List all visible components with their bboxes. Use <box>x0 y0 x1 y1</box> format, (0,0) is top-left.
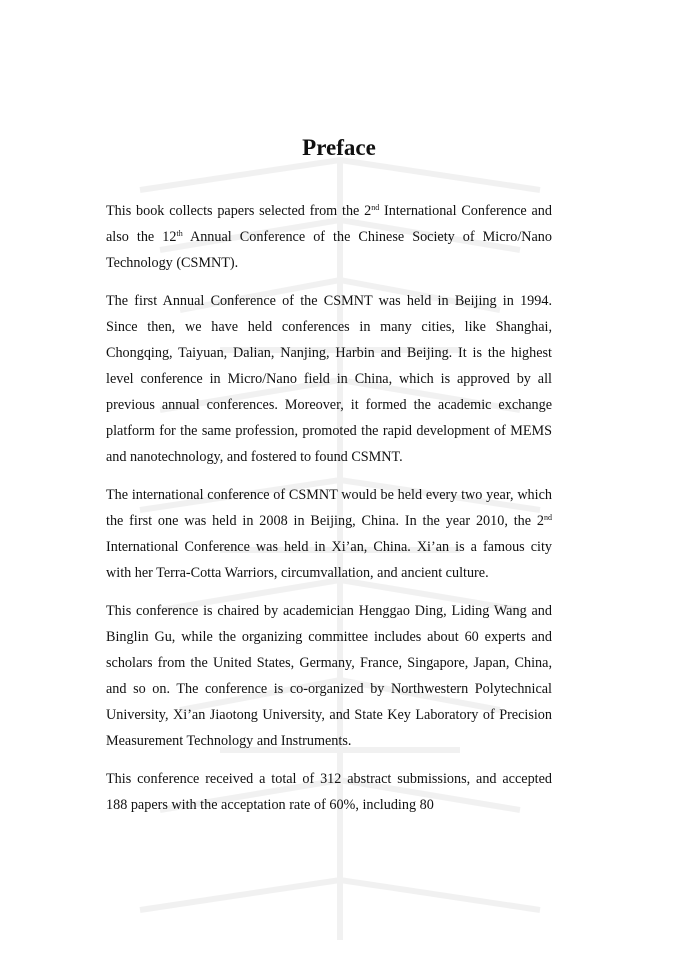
paragraph-organizers: This conference is chaired by academician Henggao Ding, Liding Wang and Binglin Gu, while the organizing committee includes about 60 experts and scholars from the United States, Germany, France, Singapore, Japan, China, and so on. The conference is co-organized by Northwestern Polytechnical University, Xi’an Jiaotong University, and State Key Laboratory of Precision Measurement Technology and Instruments. <box>106 603 552 749</box>
paragraph-international-part1: The international conference of CSMNT would be held every two year, which the first one was held in 2008 in Beijing, China. In the year 2010, the 2 <box>106 487 552 529</box>
paragraph-international <box>106 482 552 586</box>
paragraph-submissions: This conference received a total of 312 abstract submissions, and accepted 188 papers with the acceptation rate of 60%, including 80 <box>106 771 552 813</box>
paragraph-intro-part2: International Conference and also the 12 <box>106 203 552 245</box>
paragraph-intro-part1: This book collects papers selected from the 2 <box>106 203 372 219</box>
paragraph-intro <box>106 198 552 276</box>
paragraph-intro-part3: Annual Conference of the Chinese Society of Micro/Nano Technology (CSMNT). <box>106 229 552 271</box>
paragraph-history: The first Annual Conference of the CSMNT was held in Beijing in 1994. Since then, we have held conferences in many cities, like Shanghai, Chongqing, Taiyuan, Dalian, Nanjing, Harbin and Beijing. It is the highest level conference in Micro/Nano field in China, which is approved by all previous annual conferences. Moreover, it formed the academic exchange platform for the same profession, promoted the rapid development of MEMS and nanotechnology, and fostered to found CSMNT. <box>106 293 552 465</box>
body-text <box>106 198 552 830</box>
ordinal-suffix-nd-2: nd <box>544 513 552 522</box>
paragraph-international-part2: International Conference was held in Xi’an, China. Xi’an is a famous city with her Terra-Cotta Warriors, circumvallation, and ancient culture. <box>106 539 552 581</box>
ordinal-suffix-nd: nd <box>371 203 380 212</box>
page-title: Preface <box>302 135 376 160</box>
ordinal-suffix-th: th <box>176 229 183 238</box>
